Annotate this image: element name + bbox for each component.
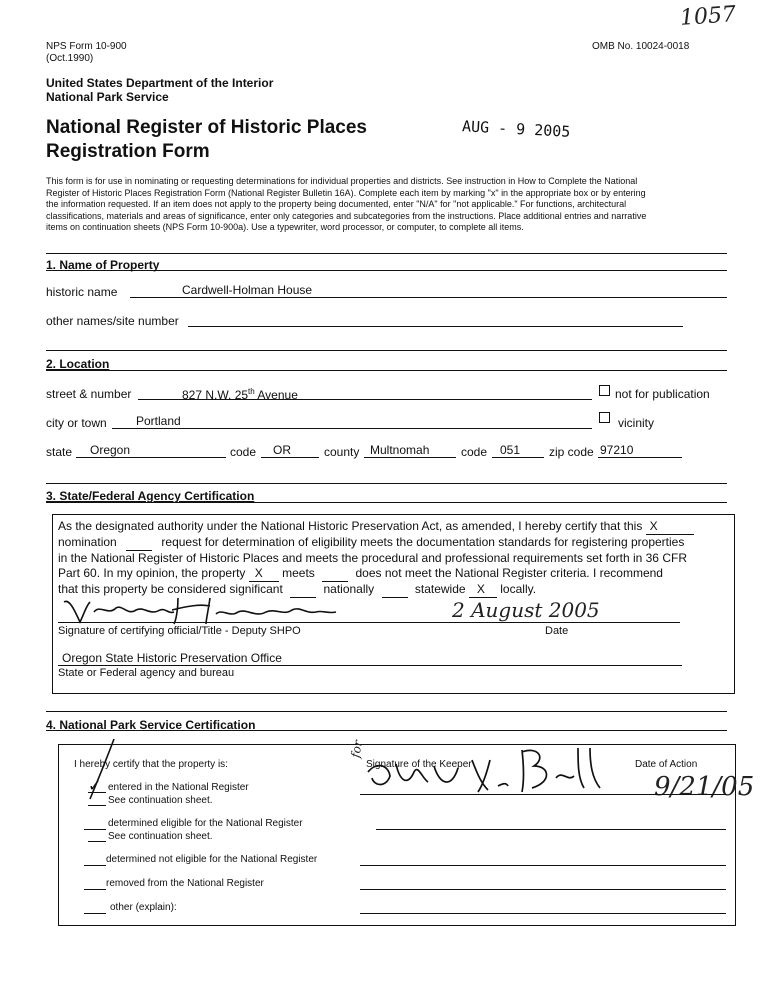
- state-field[interactable]: [76, 443, 226, 458]
- cert-text-e3: statewide: [414, 582, 466, 596]
- city-label: city or town: [46, 416, 107, 430]
- form-date: (Oct.1990): [46, 53, 94, 64]
- section2-top-rule: [46, 350, 727, 351]
- zip-value: 97210: [600, 443, 634, 457]
- city-field[interactable]: [112, 414, 592, 429]
- state-code-field[interactable]: [261, 443, 319, 458]
- zip-label: zip code: [549, 445, 594, 459]
- cert-text-b2: request for determination of eligibility meets the documentation standards for registering properties: [161, 535, 685, 549]
- section4-heading: 4. National Park Service Certification: [46, 718, 256, 732]
- item-eligible-line1: determined eligible for the National Register: [108, 818, 303, 829]
- instruction-line: Register of Historic Places Registration Form (National Register Bulletin 16A). Complete each item by marking "x" in the appropriate box or by entering: [46, 187, 646, 198]
- section3-rule: [46, 502, 727, 503]
- cert-text-d2: meets: [282, 566, 315, 580]
- street-sup: th: [248, 387, 255, 396]
- signature-line: [58, 622, 680, 623]
- agency-field[interactable]: [58, 651, 682, 666]
- section3-heading: 3. State/Federal Agency Certification: [46, 489, 255, 503]
- county-label: county: [324, 445, 360, 459]
- nomination-mark: X: [649, 519, 658, 533]
- locally-mark-field[interactable]: [469, 582, 497, 598]
- section1-top-rule: [46, 253, 727, 254]
- vicinity-label: vicinity: [618, 416, 655, 430]
- state-code-value: OR: [273, 443, 291, 457]
- statewide-mark-field[interactable]: [382, 582, 408, 598]
- department: United States Department of the Interior: [46, 76, 274, 90]
- keeper-line-3: [360, 865, 726, 866]
- section1-rule: [46, 270, 727, 271]
- cert-line-4: [58, 566, 730, 582]
- item-entered-line1: entered in the National Register: [108, 782, 249, 793]
- cert-text-c: in the National Register of Historic Places and meets the procedural and professional requirements set forth in 36 CFR: [58, 551, 687, 565]
- item-removed: removed from the National Register: [106, 878, 264, 889]
- county-code-label: code: [461, 445, 488, 459]
- form-title-line1: National Register of Historic Places: [46, 117, 367, 138]
- street-value-group: [182, 388, 298, 402]
- date-of-action-value: 9/21/05: [654, 772, 755, 802]
- item-entered-line2: See continuation sheet.: [108, 795, 213, 806]
- agency: National Park Service: [46, 90, 169, 104]
- zip-field[interactable]: [598, 443, 682, 458]
- state-value: Oregon: [90, 443, 131, 457]
- item-eligible-line2: See continuation sheet.: [108, 831, 213, 842]
- certification-date-handwritten: 2 August 2005: [452, 598, 600, 622]
- instruction-line: classifications, materials and areas of significance, enter only categories and subcategories from the instructions. Place additional entries and narrative: [46, 210, 647, 221]
- date-of-action-label: Date of Action: [635, 759, 698, 770]
- section2-rule: [46, 370, 727, 371]
- cert-line-2: [58, 535, 730, 551]
- locally-mark: X: [476, 582, 485, 596]
- item-blank-3[interactable]: [84, 865, 106, 866]
- agency-value: Oregon State Historic Preservation Office: [62, 651, 282, 665]
- agency-label: State or Federal agency and bureau: [58, 667, 235, 679]
- cert-text-e4: locally.: [500, 582, 537, 596]
- cert-text-d1: Part 60. In my opinion, the property: [58, 566, 246, 580]
- signature-label: Signature of certifying official/Title - Deputy SHPO: [58, 625, 301, 637]
- county-code-field[interactable]: [492, 443, 544, 458]
- county-field[interactable]: [364, 443, 456, 458]
- cert-text-e2: nationally: [323, 582, 375, 596]
- cert-text-a: As the designated authority under the National Historic Preservation Act, as amended, I hereby certify that this: [58, 519, 643, 533]
- historic-name-label: historic name: [46, 285, 118, 299]
- section3-top-rule: [46, 483, 727, 484]
- nomination-mark-field[interactable]: [646, 519, 694, 535]
- street-value: 827 N.W. 25: [182, 388, 249, 402]
- county-value: Multnomah: [370, 443, 430, 457]
- other-names-label: other names/site number: [46, 314, 179, 328]
- meets-mark-field[interactable]: [249, 566, 279, 582]
- item-blank-4[interactable]: [84, 889, 106, 890]
- form-number: NPS Form 10-900: [46, 41, 127, 52]
- not-for-publication-label: not for publication: [615, 387, 710, 401]
- item-other: other (explain):: [110, 902, 177, 913]
- item-not-eligible: determined not eligible for the National Register: [106, 854, 318, 865]
- street-label: street & number: [46, 387, 132, 401]
- other-names-field[interactable]: [188, 312, 683, 327]
- instructions: [46, 176, 646, 234]
- certify-label: I hereby certify that the property is:: [74, 759, 228, 770]
- keeper-line-4: [360, 889, 726, 890]
- not-for-publication-checkbox[interactable]: [599, 385, 610, 396]
- section4-top-rule: [46, 711, 727, 712]
- cert-text-e1: that this property be considered significant: [58, 582, 283, 596]
- county-code-value: 051: [500, 443, 521, 457]
- continuation-blank-2[interactable]: [88, 841, 106, 842]
- instruction-line: This form is for use in nominating or requesting determinations for individual properties and districts. See instruction in How to Complete the National: [46, 176, 638, 186]
- date-label: Date: [545, 625, 569, 637]
- corner-note: 1057: [679, 2, 737, 31]
- continuation-blank-1[interactable]: [88, 805, 106, 806]
- entered-check-mark: ✓: [88, 778, 102, 795]
- section4-rule: [46, 730, 727, 731]
- keeper-line-5: [360, 913, 726, 914]
- item-blank-5[interactable]: [84, 913, 106, 914]
- cert-text-b1: nomination: [58, 535, 117, 549]
- keeper-signature-label: Signature of the Keeper: [366, 759, 472, 770]
- meets-mark: X: [254, 566, 263, 580]
- received-date-stamp: AUG - 9 2005: [461, 117, 571, 141]
- item-blank-1[interactable]: [88, 792, 106, 793]
- keeper-line-1: [360, 794, 726, 795]
- city-value: Portland: [136, 414, 181, 428]
- section3-paragraph: [58, 519, 730, 598]
- historic-name-value: Cardwell-Holman House: [182, 283, 313, 297]
- section1-heading: 1. Name of Property: [46, 258, 160, 272]
- street-suffix: Avenue: [254, 388, 298, 402]
- cert-text-d3: does not meet the National Register criteria. I recommend: [355, 566, 663, 580]
- state-code-label: code: [230, 445, 257, 459]
- omb-number: OMB No. 10024-0018: [592, 41, 690, 52]
- request-mark-field[interactable]: [126, 535, 152, 551]
- does-not-meet-field[interactable]: [322, 566, 348, 582]
- historic-name-field[interactable]: [130, 283, 727, 298]
- keeper-signature: [362, 742, 622, 802]
- state-label: state: [46, 445, 73, 459]
- vicinity-checkbox[interactable]: [599, 412, 610, 423]
- instruction-line: items on continuation sheets (NPS Form 10-900a). Use a typewriter, word processor, or computer, to complete all items.: [46, 222, 524, 232]
- keeper-line-2: [376, 829, 726, 830]
- form-title-line2: Registration Form: [46, 141, 210, 162]
- section2-heading: 2. Location: [46, 357, 110, 371]
- item-blank-2[interactable]: [84, 829, 106, 830]
- street-field[interactable]: [138, 385, 592, 400]
- instruction-line: the information requested. If an item does not apply to the property being documented, enter "N/A" for "not applicable." For functions, architectural: [46, 199, 627, 209]
- for-note-handwritten: for: [348, 739, 366, 759]
- cert-line-1: [58, 519, 730, 535]
